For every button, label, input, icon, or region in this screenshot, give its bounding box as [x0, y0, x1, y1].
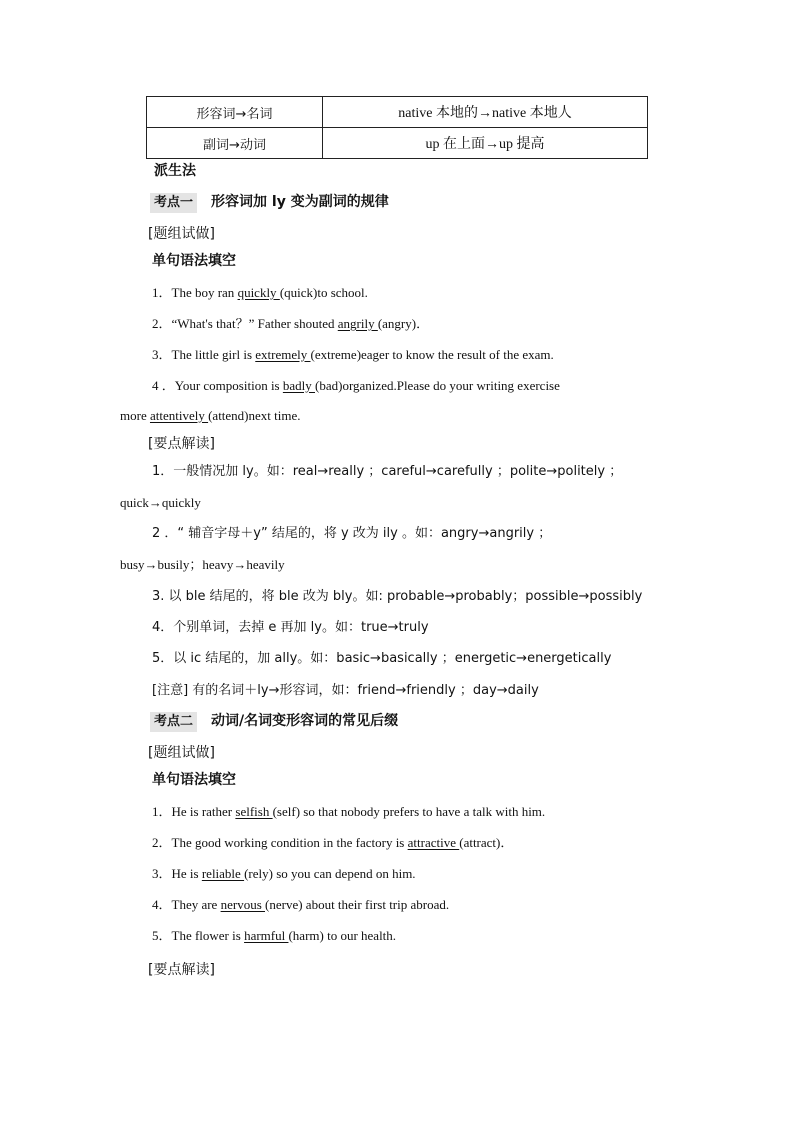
point2-header	[150, 712, 398, 732]
table-cell: 形容词→名词	[147, 97, 323, 128]
answer-blank: harmful	[244, 928, 289, 943]
exercise-item: 5．The flower is harmful (harm) to our health.	[152, 928, 397, 943]
note-item: 3. 以 ble 结尾的，将 ble 改为 bly。如: probable→probably；possible→possibly	[152, 589, 643, 604]
practice-label: [题组试做]	[148, 745, 215, 761]
table-cell: native 本地的→native 本地人	[323, 97, 648, 128]
point1-header	[150, 193, 389, 213]
note-item: 5．以 ic 结尾的，加 ally。如：basic→basically ；energetic→energetically	[152, 651, 612, 666]
note-item: 4．个别单词，去掉 e 再加 ly。如：true→truly	[152, 620, 429, 635]
section-title: 派生法	[154, 163, 196, 179]
exercise-item: 4 ．Your composition is badly (bad)organized.Please do your writing exercise	[152, 378, 560, 393]
conversion-table	[146, 96, 648, 159]
exercise-item: 4．They are nervous (nerve) about their first trip abroad.	[152, 897, 450, 912]
practice-label: [题组试做]	[148, 226, 215, 242]
exercise-title: 单句语法填空	[152, 253, 236, 269]
point-heading: 形容词加 ly 变为副词的规律	[211, 194, 389, 210]
exercise-item: 2．“What's that？” Father shouted angrily (angry)．	[152, 316, 430, 331]
note-item: 1．一般情况加 ly。如：real→really ；careful→carefully ；polite→politely ；	[152, 464, 623, 479]
answer-blank: quickly	[237, 285, 280, 300]
note-item-continued: busy→busily；heavy→heavily	[120, 557, 285, 572]
exercise-item: 1．The boy ran quickly (quick)to school.	[152, 285, 368, 300]
table-row	[147, 128, 648, 159]
answer-blank: attractive	[407, 835, 460, 850]
exercise-item: 3．The little girl is extremely (extreme)eager to know the result of the exam.	[152, 347, 554, 362]
answer-blank: attentively	[149, 408, 209, 423]
answer-blank: selfish	[235, 804, 273, 819]
notes-label: [要点解读]	[148, 436, 215, 452]
answer-blank: angrily	[337, 316, 378, 331]
answer-blank: extremely	[255, 347, 311, 362]
exercise-item: 1．He is rather selfish (self) so that nobody prefers to have a talk with him.	[152, 804, 546, 819]
table-cell: 副词→动词	[147, 128, 323, 159]
exercise-item-continued: more attentively (attend)next time.	[120, 408, 301, 423]
answer-blank: nervous	[220, 897, 266, 912]
exercise-title: 单句语法填空	[152, 772, 236, 788]
note-item-continued: quick→quickly	[120, 495, 201, 510]
table-cell: up 在上面→up 提高	[323, 128, 648, 159]
note-item: 2 ．“ 辅音字母＋y” 结尾的，将 y 改为 ily 。如：angry→angrily ；	[152, 526, 552, 541]
notes-label: [要点解读]	[148, 962, 215, 978]
point-heading: 动词/名词变形容词的常见后缀	[211, 713, 399, 729]
exercise-item: 2．The good working condition in the factory is attractive (attract)．	[152, 835, 514, 850]
exercise-item: 3．He is reliable (rely) so you can depend on him.	[152, 866, 416, 881]
point-tag: 考点二	[150, 712, 197, 732]
caution-note: [注意] 有的名词＋ly→形容词，如：friend→friendly ；day→daily	[152, 683, 539, 698]
answer-blank: badly	[282, 378, 316, 393]
point-tag: 考点一	[150, 193, 197, 213]
table-row	[147, 97, 648, 128]
answer-blank: reliable	[201, 866, 245, 881]
